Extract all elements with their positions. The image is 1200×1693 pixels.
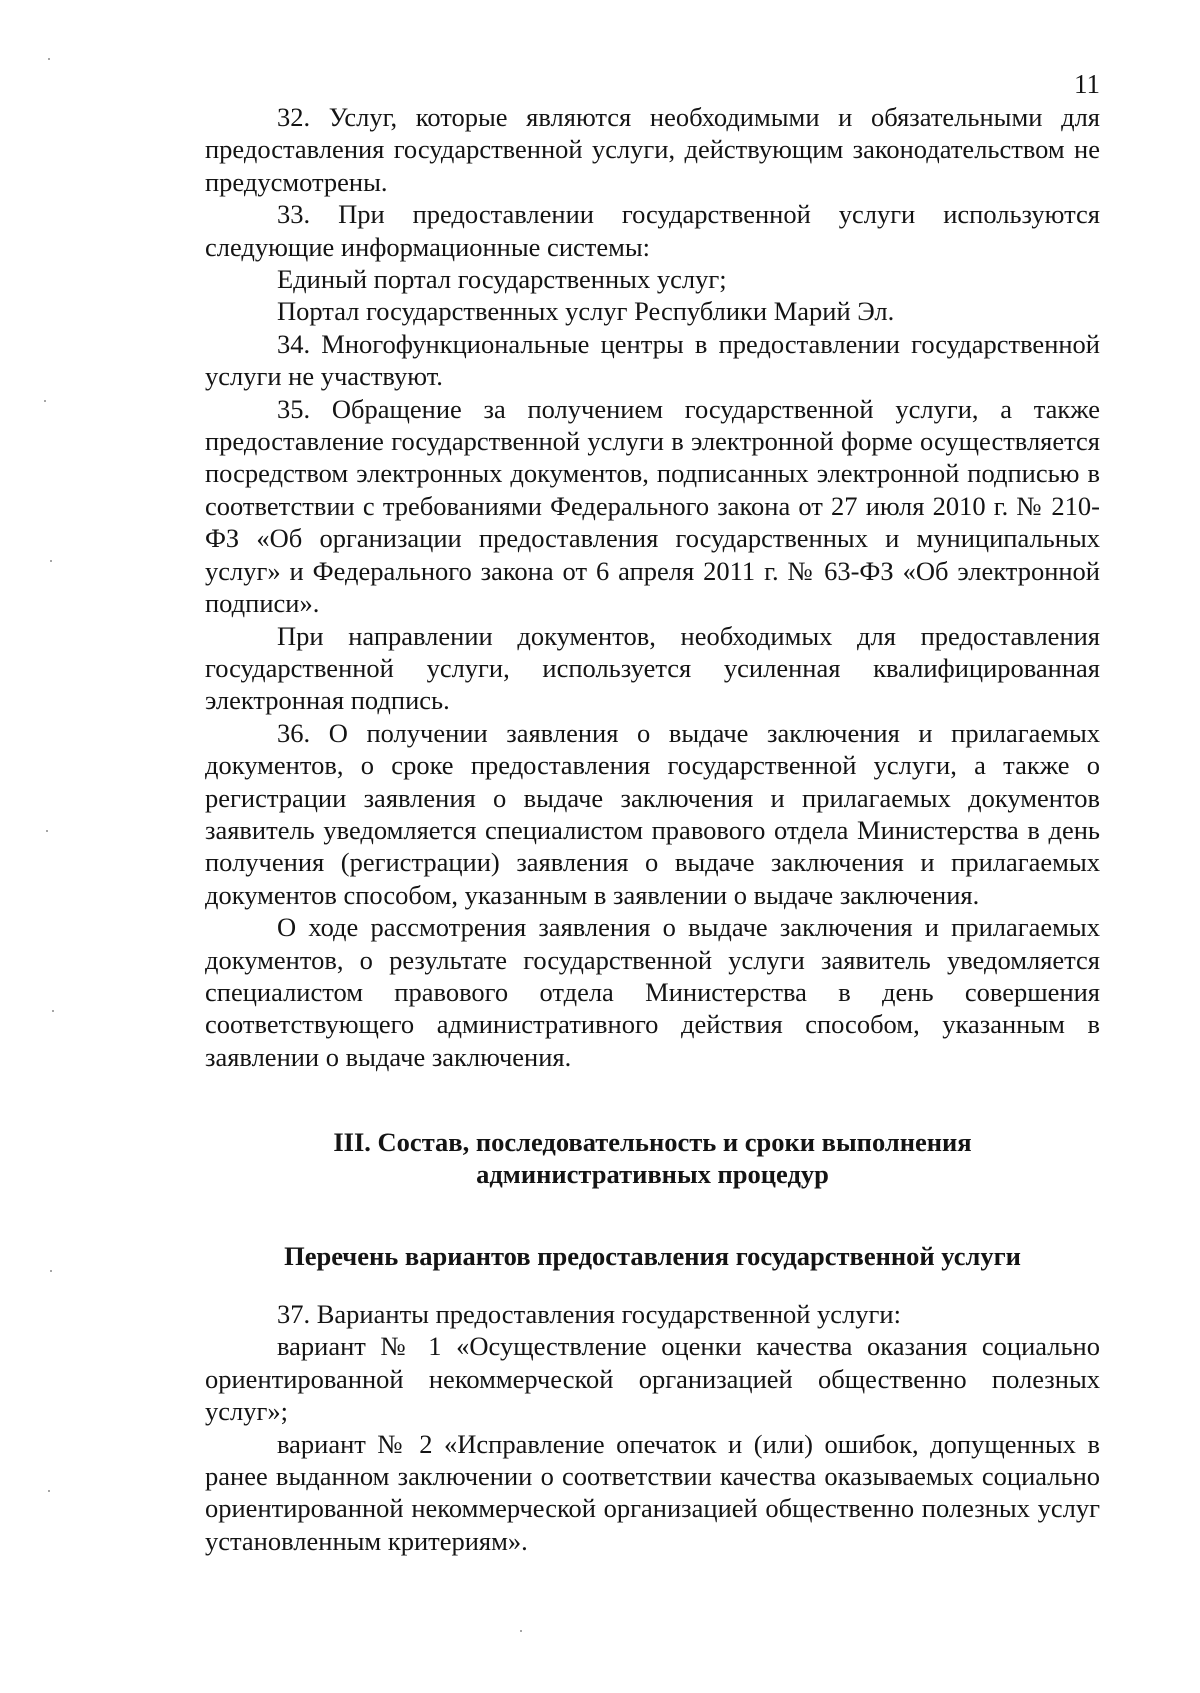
paragraph-35-continuation: При направлении документов, необходимых для предоставления государственной услуги, используется усиленная квалифицированная электронная подпись. xyxy=(205,620,1100,716)
scan-speck xyxy=(520,1630,522,1632)
variant-1: вариант № 1 «Осуществление оценки качества оказания социально ориентированной некоммерческой организацией общественно полезных услуг»; xyxy=(205,1331,1100,1427)
scan-speck xyxy=(52,1010,54,1012)
section-title-line-1: III. Состав, последовательность и сроки выполнения xyxy=(333,1127,972,1157)
page-number: 11 xyxy=(1074,69,1100,99)
paragraph-36: 36. О получении заявления о выдаче заключения и прилагаемых документов, о сроке предоставления государственной услуги, а также о регистрации заявления о выдаче заключения и прилагаемых документов заявитель уведомляется специалистом правового отдела Министерства в день получения (регистрации) заявления о выдаче заключения и прилагаемых документов способом, указанным в заявлении о выдаче заключения. xyxy=(205,717,1100,910)
subsection-title: Перечень вариантов предоставления государственной услуги xyxy=(284,1241,1021,1271)
scan-speck xyxy=(48,58,50,60)
paragraph-35: 35. Обращение за получением государственной услуги, а также предоставление государственной услуги в электронной форме осуществляется посредством электронных документов, подписанных электронной подписью в соответствии с требованиями Федерального закона от 27 июля 2010 г. № 210-ФЗ «Об организации предоставления государственных и муниципальных услуг» и Федерального закона от 6 апреля 2011 г. № 63-ФЗ «Об электронной подписи». xyxy=(205,393,1100,619)
scan-speck xyxy=(44,400,46,402)
scan-speck xyxy=(46,830,48,832)
scan-speck xyxy=(48,1490,50,1492)
paragraph-33-item-2: Портал государственных услуг Республики Марий Эл. xyxy=(277,296,895,327)
section-title xyxy=(205,1126,1100,1191)
paragraph-33: 33. При предоставлении государственной услуги используются следующие информационные системы: xyxy=(205,199,1100,262)
paragraph-36-continuation: О ходе рассмотрения заявления о выдаче заключения и прилагаемых документов, о результате государственной услуги заявитель уведомляется специалистом правового отдела Министерства в день совершения соответствующего административного действия способом, указанным в заявлении о выдаче заключения. xyxy=(205,912,1100,1072)
paragraph-34: 34. Многофункциональные центры в предоставлении государственной услуги не участвуют. xyxy=(205,328,1100,392)
body-text-top xyxy=(205,101,1100,1073)
body-text-bottom xyxy=(205,1298,1100,1557)
variant-2: вариант № 2 «Исправление опечаток и (или) ошибок, допущенных в ранее выданном заключении о соответствии качества оказываемых социально ориентированной некоммерческой организацией общественно полезных услуг установленным критериям». xyxy=(205,1428,1100,1556)
section-title-line-2: административных процедур xyxy=(476,1159,829,1190)
paragraph-32: 32. Услуг, которые являются необходимыми и обязательными для предоставления государственной услуги, действующим законодательством не предусмотрены. xyxy=(205,102,1100,197)
paragraph-33-item-1: Единый портал государственных услуг; xyxy=(277,264,727,295)
scan-speck xyxy=(50,1270,52,1272)
scan-speck xyxy=(50,560,52,562)
paragraph-37: 37. Варианты предоставления государственной услуги: xyxy=(277,1299,901,1329)
